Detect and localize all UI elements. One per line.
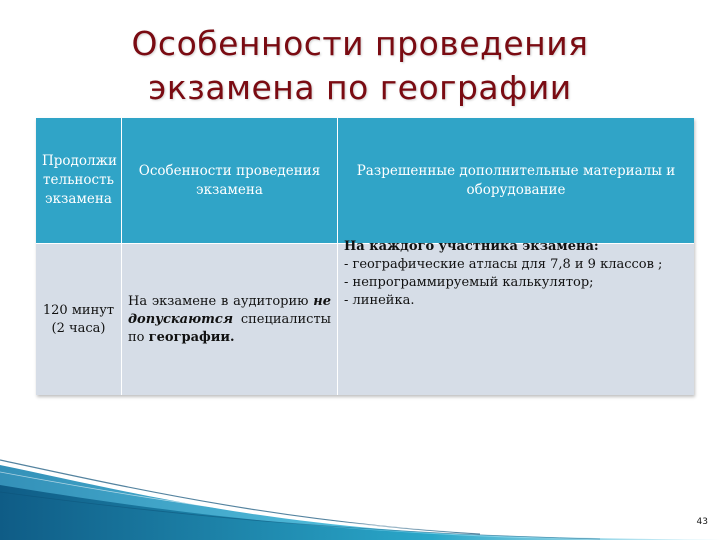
exam-features-table	[36, 118, 694, 395]
table-row	[36, 243, 694, 395]
header-materials: Разрешенные дополнительные материалы и оборудование	[338, 118, 694, 243]
features-text-2: специалисты по	[128, 311, 331, 345]
page-title	[90, 22, 630, 110]
header-duration: Продолжи тельность экзамена	[36, 118, 122, 243]
title-line-1: Особенности проведения	[131, 24, 589, 63]
cell-features	[122, 243, 338, 395]
materials-item-1: - географические атласы для 7,8 и 9 классов ;	[344, 257, 663, 272]
cell-materials	[338, 239, 694, 395]
decorative-swoosh	[0, 430, 720, 540]
features-emphasis-1: не допускаются	[128, 293, 331, 327]
cell-duration: 120 минут (2 часа)	[36, 243, 122, 395]
materials-item-3: - линейка.	[344, 293, 415, 308]
materials-heading: На каждого участника экзамена:	[344, 239, 599, 254]
page-number: 43	[696, 517, 708, 527]
materials-item-2: - непрограммируемый калькулятор;	[344, 275, 594, 290]
table-header-row	[36, 118, 694, 243]
features-text-1: На экзамене в аудиторию	[128, 293, 314, 309]
header-features: Особенности проведения экзамена	[122, 118, 338, 243]
title-line-2: экзамена по географии	[148, 68, 572, 107]
features-emphasis-2: географии.	[148, 329, 235, 345]
